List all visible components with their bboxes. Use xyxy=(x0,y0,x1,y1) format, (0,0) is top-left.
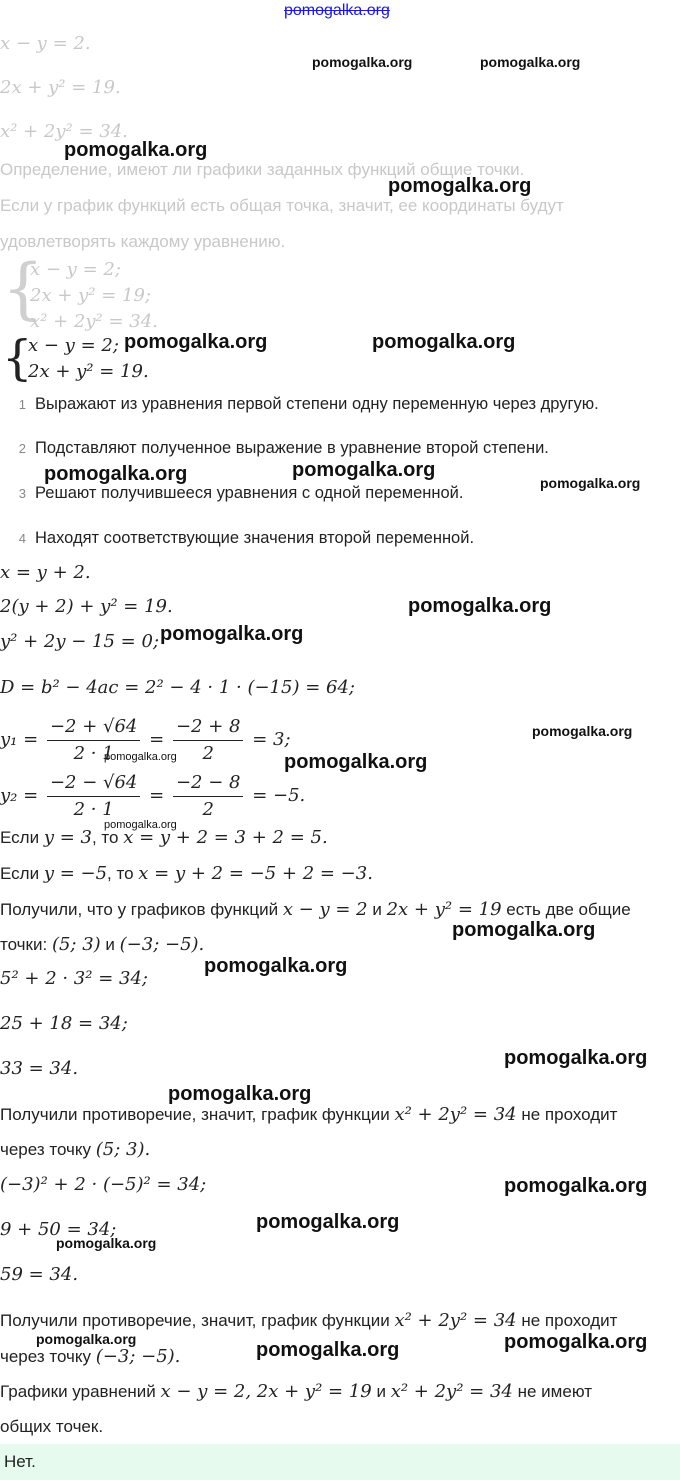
faint-text-2: Если у график функций есть общая точка, значит, ее координаты будут xyxy=(0,196,564,215)
check-2-line-3: 59 = 34. xyxy=(0,1264,79,1285)
faint-brace: { xyxy=(2,250,44,327)
final-line-1: Графики уравнений x − y = 2, 2x + y² = 19 и x² + 2y² = 34 не имеют xyxy=(0,1381,592,1402)
contradiction-1-line-1: Получили противоречие, значит, график функции x² + 2y² = 34 не проходит xyxy=(0,1104,618,1125)
watermark: pomogalka.org xyxy=(160,623,304,645)
header-watermark[interactable]: pomogalka.org xyxy=(284,2,390,19)
contradiction-1-line-2: через точку (5; 3). xyxy=(0,1139,151,1160)
watermark: pomogalka.org xyxy=(452,919,596,941)
watermark: pomogalka.org xyxy=(480,54,581,70)
faint-equation-2: 2x + y² = 19. xyxy=(0,77,121,98)
system-eq-1: x − y = 2; xyxy=(28,335,119,356)
watermark: pomogalka.org xyxy=(204,955,348,977)
watermark: pomogalka.org xyxy=(56,1235,157,1251)
watermark: pomogalka.org xyxy=(504,1175,648,1197)
if-y-minus5-line: Если y = −5, то x = y + 2 = −5 + 2 = −3. xyxy=(0,863,373,884)
watermark: pomogalka.org xyxy=(168,1083,312,1105)
if-y-3-line: Если y = 3, то x = y + 2 = 3 + 2 = 5. xyxy=(0,827,328,848)
system-eq-2: 2x + y² = 19. xyxy=(28,361,149,382)
watermark: pomogalka.org xyxy=(44,463,188,485)
watermark: pomogalka.org xyxy=(104,819,177,831)
faint-text-3: удовлетворять каждому уравнению. xyxy=(0,232,286,251)
step-2: 2 Подставляют полученное выражение в уравнение второй степени. xyxy=(18,439,549,457)
check-2-line-2: 9 + 50 = 34; xyxy=(0,1219,117,1240)
step-1: 1 Выражают из уравнения первой степени одну переменную через другую. xyxy=(18,395,599,413)
watermark: pomogalka.org xyxy=(540,475,641,491)
solution-line-2: 2(y + 2) + y² = 19. xyxy=(0,596,173,617)
contradiction-2-line-2: через точку (−3; −5). xyxy=(0,1346,181,1367)
check-1-line-3: 33 = 34. xyxy=(0,1058,79,1079)
watermark: pomogalka.org xyxy=(256,1211,400,1233)
conclusion-intersections-line-2: точки: (5; 3) и (−3; −5). xyxy=(0,934,205,955)
watermark: pomogalka.org xyxy=(388,175,532,197)
step-3: 3 Решают получившееся уравнения с одной переменной. xyxy=(18,484,464,502)
watermark: pomogalka.org xyxy=(372,331,516,353)
answer-box xyxy=(0,1444,680,1480)
step-4: 4 Находят соответствующие значения второй переменной. xyxy=(18,529,475,547)
watermark: pomogalka.org xyxy=(292,459,436,481)
watermark: pomogalka.org xyxy=(256,1339,400,1361)
watermark: pomogalka.org xyxy=(284,751,428,773)
faint-system-eq-2: 2x + y² = 19; xyxy=(30,285,152,306)
check-1-line-2: 25 + 18 = 34; xyxy=(0,1013,128,1034)
faint-text-1: Определение, имеют ли графики заданных функций общие точки. xyxy=(0,160,525,179)
watermark: pomogalka.org xyxy=(408,595,552,617)
faint-system-eq-1: x − y = 2; xyxy=(30,259,121,280)
watermark: pomogalka.org xyxy=(124,331,268,353)
faint-equation-3: x² + 2y² = 34. xyxy=(0,121,128,142)
watermark: pomogalka.org xyxy=(532,723,633,739)
root-y2-line: y₂ = $\frac{-2 - √64}{2 \cdot 1}$ = $\frac{-2 - 8}{2}$ = −5. xyxy=(0,772,306,820)
solution-line-3: y² + 2y − 15 = 0; xyxy=(0,631,160,652)
conclusion-intersections-line-1: Получили, что у графиков функций x − y = 2 и 2x + y² = 19 есть две общие xyxy=(0,899,631,920)
watermark: pomogalka.org xyxy=(104,751,177,763)
contradiction-2-line-1: Получили противоречие, значит, график функции x² + 2y² = 34 не проходит xyxy=(0,1310,618,1331)
system-brace: { xyxy=(2,330,33,386)
final-line-2: общих точек. xyxy=(0,1417,104,1436)
check-2-line-1: (−3)² + 2 · (−5)² = 34; xyxy=(0,1174,207,1195)
faint-equation-1: x − y = 2. xyxy=(0,33,91,54)
discriminant-line: D = b² − 4ac = 2² − 4 · 1 · (−15) = 64; xyxy=(0,677,355,698)
root-y1-line: y₁ = $\frac{-2 + √64}{2 \cdot 1}$ = $\frac{-2 + 8}{2}$ = 3; xyxy=(0,716,291,764)
watermark: pomogalka.org xyxy=(504,1047,648,1069)
watermark: pomogalka.org xyxy=(312,54,413,70)
watermark: pomogalka.org xyxy=(64,139,208,161)
answer-text: Нет. xyxy=(4,1452,36,1471)
solution-line-1: x = y + 2. xyxy=(0,562,91,583)
watermark: pomogalka.org xyxy=(504,1331,648,1353)
faint-system-eq-3: x² + 2y² = 34. xyxy=(30,311,158,332)
watermark: pomogalka.org xyxy=(36,1331,137,1347)
check-1-line-1: 5² + 2 · 3² = 34; xyxy=(0,968,148,989)
